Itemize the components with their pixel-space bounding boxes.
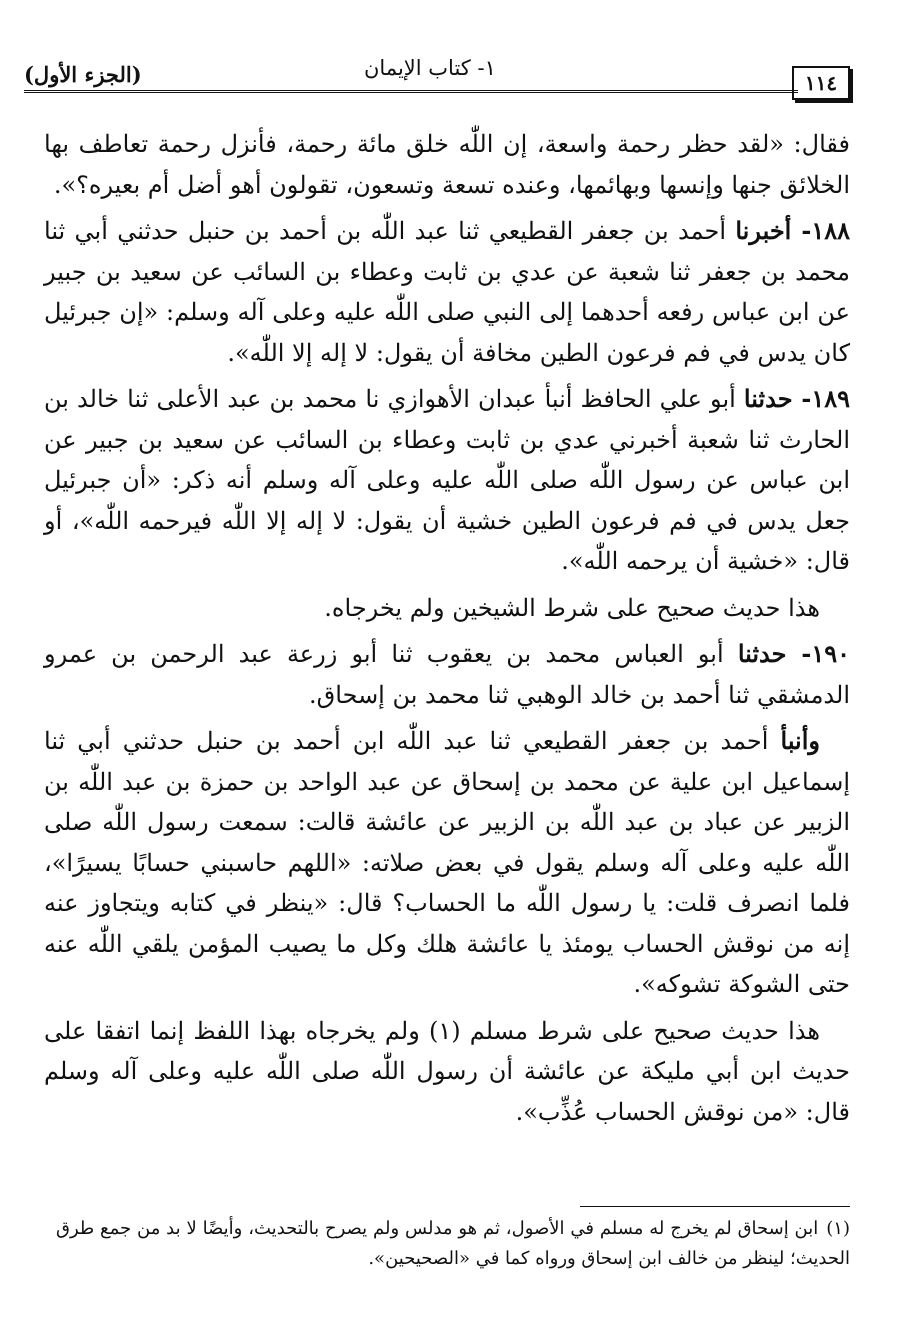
main-text	[44, 124, 850, 1138]
footnote-text: ابن إسحاق لم يخرج له مسلم في الأصول، ثم هو مدلس ولم يصرح بالتحديث، وأيضًا لا بد من جمع طرق الحديث؛ لينظر من خالف ابن إسحاق ورواه كما في «الصحيحين».	[56, 1218, 850, 1269]
hadith-lead: ١٨٨- أخبرنا	[735, 216, 851, 245]
paragraph-text: فقال: «لقد حظر رحمة واسعة، إن اللّٰه خلق مائة رحمة، فأنزل رحمة تعاطف بها الخلائق جنها وإنسها وبهائمها، وعنده تسعة وتسعون، تقولون أهو أضل أم بعيره؟».	[44, 130, 850, 199]
grading-note	[44, 1011, 850, 1133]
paragraph-text: أحمد بن جعفر القطيعي ثنا عبد اللّٰه بن أحمد بن حنبل حدثني أبي ثنا محمد بن جعفر ثنا شعبة عن عدي بن ثابت وعطاء بن السائب عن سعيد بن جبير عن ابن عباس رفعه أحدهما إلى النبي صلى اللّٰه عليه وعلى آله وسلم: «إن جبرئيل كان يدس في فم فرعون الطين مخافة أن يقول: لا إله إلا اللّٰه».	[44, 217, 851, 367]
paragraph-text: هذا حديث صحيح على شرط الشيخين ولم يخرجاه.	[324, 593, 820, 622]
chapter-title: ١- كتاب الإيمان	[364, 56, 496, 80]
hadith-188	[44, 211, 850, 373]
paragraph-text: أبو علي الحافظ أنبأ عبدان الأهوازي نا محمد بن عبد الأعلى ثنا خالد بن الحارث ثنا شعبة أخبرني عدي بن ثابت وعطاء بن السائب عن سعيد بن جبير عن ابن عباس عن رسول اللّٰه صلى اللّٰه عليه وعلى آله وسلم أنه ذكر: «أن جبرئيل جعل يدس في فم فرعون الطين خشية أن يقول: لا إله إلا اللّٰه فيرحمه اللّٰه»، أو قال: «خشية أن يرحمه اللّٰه».	[44, 385, 850, 575]
footnote	[56, 1214, 850, 1274]
hadith-lead: ١٩٠- حدثنا	[737, 639, 850, 668]
hadith-lead: ١٨٩- حدثنا	[743, 384, 850, 413]
paragraph-text: أحمد بن جعفر القطيعي ثنا عبد اللّٰه ابن أحمد بن حنبل حدثني أبي ثنا إسماعيل ابن علية عن محمد بن إسحاق عن عبد الواحد بن حمزة بن عبد اللّٰه بن الزبير عن عباد بن عبد اللّٰه بن الزبير عن عائشة قالت: سمعت رسول اللّٰه صلى اللّٰه عليه وعلى آله وسلم يقول في بعض صلاته: «اللهم حاسبني حسابًا يسيرًا»، فلما انصرف قلت: يا رسول اللّٰه ما الحساب؟ قال: «ينظر في كتابه ويتجاوز عنه إنه من نوقش الحساب يومئذ يا عائشة هلك وكل ما يصيب المؤمن يلقي اللّٰه عنه حتى الشوكة تشوكه».	[44, 727, 851, 998]
hadith-189	[44, 379, 850, 582]
footnote-number: (١)	[826, 1218, 850, 1239]
second-chain	[44, 721, 850, 1005]
paragraph	[44, 124, 850, 205]
paragraph-text: هذا حديث صحيح على شرط مسلم (١) ولم يخرجاه بهذا اللفظ إنما اتفقا على حديث ابن أبي مليكة عن عائشة أن رسول اللّٰه صلى اللّٰه عليه وعلى آله وسلم قال: «من نوقش الحساب عُذِّب».	[44, 1016, 850, 1126]
volume-label: (الجزء الأول)	[24, 62, 142, 87]
grading-note	[44, 588, 850, 629]
header-rule	[24, 90, 798, 93]
footnote-rule	[580, 1206, 850, 1207]
hadith-lead: وأنبأ	[780, 726, 820, 755]
hadith-190	[44, 634, 850, 715]
page-number: ١١٤	[792, 66, 850, 100]
paragraph-text: أبو العباس محمد بن يعقوب ثنا أبو زرعة عبد الرحمن بن عمرو الدمشقي ثنا أحمد بن خالد الوهبي ثنا محمد بن إسحاق.	[44, 640, 850, 709]
running-header	[24, 54, 850, 104]
